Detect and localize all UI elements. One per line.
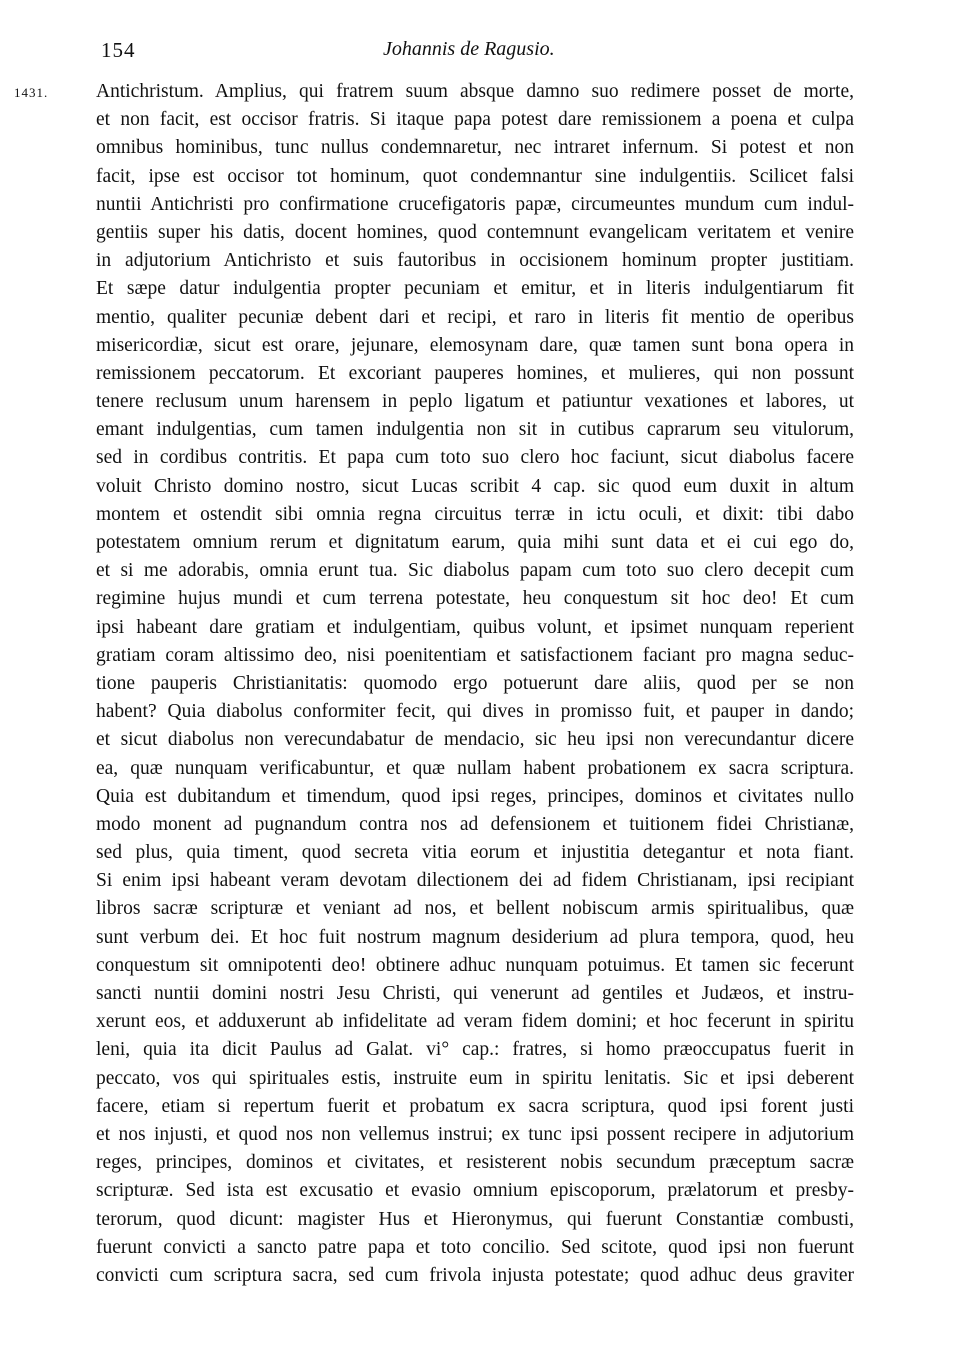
text-line: fuerunt convicti a sancto patre papa et toto concilio. Sed scitote, quod ipsi non fuerunt xyxy=(96,1236,854,1258)
text-line: sunt verbum dei. Et hoc fuit nostrum magnum desiderium ad plura tempora, quod, heu xyxy=(96,926,854,948)
text-line: ea, quæ nunquam verificabuntur, et quæ nullam habent probationem ex sacra scriptura. xyxy=(96,757,854,779)
text-line: libros sacræ scripturæ et veniant ad nos, et bellent nobiscum armis spiritualibus, quæ xyxy=(96,898,854,920)
text-line: remissionem peccatorum. Et excoriant pauperes homines, et mulieres, qui non possunt xyxy=(96,362,854,384)
running-title: Johannis de Ragusio. xyxy=(383,38,555,60)
text-line: tenere reclusum unum harensem in peplo ligatum et patiuntur vexationes et labores, ut xyxy=(96,391,854,413)
text-line: et si me adorabis, omnia erunt tua. Sic diabolus papam cum toto suo clero decepit cum xyxy=(96,560,854,582)
margin-year-note: 1431. xyxy=(14,85,49,100)
text-line: voluit Christo domino nostro, sicut Lucas scribit 4 cap. sic quod eum duxit in altum xyxy=(96,475,854,497)
text-line: habent? Quia diabolus conformiter fecit, qui dives in promisso fuit, et pauper in dando; xyxy=(96,701,854,723)
text-line: gratiam coram altissimo deo, nisi poenitentiam et satisfactionem faciant pro magna seduc- xyxy=(96,644,854,666)
text-line: ipsi habeant dare gratiam et indulgentiam, quibus volunt, et ipsimet nunquam reperient xyxy=(96,616,854,638)
text-line: Antichristum. Amplius, qui fratrem suum absque damno suo redimere posset de morte, xyxy=(96,81,854,102)
text-line: convicti cum scriptura sacra, sed cum frivola injusta potestate; quod adhuc deus graviter xyxy=(96,1264,854,1286)
text-line: sed in cordibus contritis. Et papa cum toto suo clero hoc faciunt, sicut diabolus facere xyxy=(96,447,854,469)
text-line: et nos injusti, et quod nos non vellemus instrui; ex tunc ipsi possent recipere in adjutorium xyxy=(96,1123,854,1145)
text-line: sed plus, quia timent, quod secreta vitia eorum et injustitia detegantur et nota fiant. xyxy=(96,842,854,864)
text-line: reges, principes, dominos et civitates, et resisterent nobis secundum præceptum sacræ xyxy=(96,1152,854,1174)
text-line: terorum, quod dicunt: magister Hus et Hieronymus, qui fuerunt Constantiæ combusti, xyxy=(96,1208,854,1230)
text-line: peccato, vos qui spirituales estis, instruite eum in spiritu lenitatis. Sic et ipsi deberent xyxy=(96,1067,854,1089)
text-line xyxy=(96,1290,854,1318)
text-line: mentio, qualiter pecuniæ debent dari et recipi, et raro in literis fit mentio de operibus xyxy=(96,306,854,328)
text-line: emant indulgentias, cum tamen indulgentia non sit in cutibus caprarum seu vitulorum, xyxy=(96,419,854,441)
text-line: scripturæ. Sed ista est excusatio et evasio omnium episcoporum, prælatorum et presby- xyxy=(96,1180,854,1202)
text-line: Quia est dubitandum et timendum, quod ipsi reges, principes, dominos et civitates nullo xyxy=(96,785,854,807)
text-line: Et sæpe datur indulgentia propter pecuniam et emitur, et in literis indulgentiarum fit xyxy=(96,278,854,300)
text-line: leni, quia ita dicit Paulus ad Galat. vi° cap.: fratres, si homo præoccupatus fuerit in xyxy=(96,1039,854,1061)
page-number: 154 xyxy=(101,38,136,62)
text-line: potestatem omnium rerum et dignitatum earum, quia mihi sunt data et ei cui ego do, xyxy=(96,532,854,553)
text-line: misericordiæ, sicut est orare, jejunare, elemosynam dare, quæ tamen sunt bona opera in xyxy=(96,334,854,356)
text-line: modo monent ad pugnandum contra nos ad defensionem et tuitionem fidei Christianæ, xyxy=(96,813,854,835)
text-line: conquestum sit omnipotenti deo! obtinere adhuc nunquam potuimus. Et tamen sic fecerunt xyxy=(96,954,854,976)
text-line: tione pauperis Christianitatis: quomodo ergo potuerunt dare aliis, quod per se non xyxy=(96,672,854,694)
text-line: gentiis super his datis, docent homines, quod contemnunt evangelicam veritatem et venire xyxy=(96,221,854,243)
text-line: et non facit, est occisor fratris. Si itaque papa potest dare remissionem a poena et culpa xyxy=(96,109,854,131)
text-line: et sicut diabolus non verecundabatur de mendacio, sic heu ipsi non verecundantur dicere xyxy=(96,729,854,751)
text-line: sancti nuntii domini nostri Jesu Christi, qui venerunt ad gentiles et Judæos, et instru- xyxy=(96,983,854,1004)
text-line: xerunt eos, et adduxerunt ab infidelitate ad veram fidem domini; et hoc fecerunt in spiritu xyxy=(96,1011,854,1033)
text-line: facit, ipse est occisor tot hominum, quot condemnantur sine indulgentiis. Scilicet falsi xyxy=(96,165,854,187)
text-line: montem et ostendit sibi omnia regna circuitus terræ in ictu oculi, et dixit: tibi dabo xyxy=(96,503,854,525)
text-line: in adjutorium Antichristo et suis fautoribus in occisionem hominum propter justitiam. xyxy=(96,250,854,272)
text-line: nuntii Antichristi pro confirmatione crucefigatoris papæ, circumeuntes mundum cum indul- xyxy=(96,193,854,215)
text-line: regimine hujus mundi et cum terrena potestate, heu conquestum sit hoc deo! Et cum xyxy=(96,588,854,610)
text-line: facere, etiam si repertum fuerit et probatum ex sacra scriptura, quod ipsi forent justi xyxy=(96,1095,854,1117)
body-text xyxy=(96,78,854,1318)
text-line: omnibus hominibus, tunc nullus condemnaretur, nec intraret infernum. Si potest et non xyxy=(96,137,854,159)
text-line: Si enim ipsi habeant veram devotam dilectionem dei ad fidem Christianam, ipsi recipiant xyxy=(96,870,854,892)
